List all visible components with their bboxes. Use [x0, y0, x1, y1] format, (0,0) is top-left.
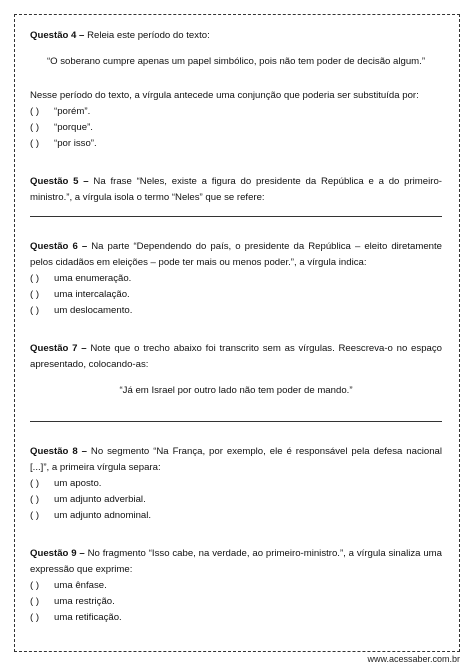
question-5-text: Na frase “Neles, existe a figura do presidente da República e a do primeiro-ministro.”, a vírgula isola o termo “Neles” que se refere: [30, 176, 442, 203]
question-4-option[interactable] [30, 120, 442, 136]
option-label: um adjunto adverbial. [54, 494, 146, 505]
question-6-title: Questão 6 – [30, 241, 88, 252]
question-7-text: Note que o trecho abaixo foi transcrito sem as vírgulas. Reescreva-o no espaço apresentado, colocando-as: [30, 343, 442, 370]
question-4-option[interactable] [30, 104, 442, 120]
option-marker: ( ) [30, 122, 40, 133]
question-8 [30, 444, 442, 476]
footer-url[interactable]: www.acessaber.com.br [367, 654, 460, 664]
question-5-title: Questão 5 – [30, 176, 89, 187]
option-label: um deslocamento. [54, 305, 133, 316]
question-9-title: Questão 9 – [30, 548, 85, 559]
question-8-text: No segmento “Na França, por exemplo, ele é responsável pela defesa nacional [...]”, a primeira vírgula separa: [30, 446, 443, 473]
question-9-text: No fragmento “Isso cabe, na verdade, ao primeiro-ministro.”, a vírgula sinaliza uma expressão que exprime: [30, 548, 442, 575]
question-6-text: Na parte “Dependendo do país, o presidente da República – eleito diretamente pelos cidadãos em eleições – pode ter mais ou menos poder.”, a vírgula indica: [30, 241, 442, 268]
question-4-text: Releia este período do texto: [87, 30, 210, 41]
option-marker: ( ) [30, 138, 40, 149]
question-5 [30, 174, 442, 206]
question-4-title: Questão 4 – [30, 30, 85, 41]
question-9-option[interactable] [30, 610, 442, 626]
question-8-option[interactable] [30, 508, 442, 524]
question-8-option[interactable] [30, 476, 442, 492]
question-6 [30, 239, 442, 271]
option-marker: ( ) [30, 106, 40, 117]
option-label: uma intercalação. [54, 289, 130, 300]
option-label: uma retificação. [54, 612, 122, 623]
option-marker: ( ) [30, 510, 40, 521]
question-9-option[interactable] [30, 578, 442, 594]
option-marker: ( ) [30, 289, 40, 300]
question-4-prompt: Nesse período do texto, a vírgula antecede uma conjunção que poderia ser substituída por: [30, 90, 419, 101]
option-marker: ( ) [30, 494, 40, 505]
question-8-option[interactable] [30, 492, 442, 508]
question-8-title: Questão 8 – [30, 446, 87, 457]
option-marker: ( ) [30, 273, 40, 284]
option-marker: ( ) [30, 612, 40, 623]
option-label: “porque”. [54, 122, 93, 133]
question-6-option[interactable] [30, 271, 442, 287]
question-9-option[interactable] [30, 594, 442, 610]
question-6-option[interactable] [30, 287, 442, 303]
option-label: uma restrição. [54, 596, 115, 607]
question-7-title: Questão 7 – [30, 343, 87, 354]
question-4 [30, 28, 442, 44]
question-7 [30, 341, 442, 373]
question-9 [30, 546, 442, 578]
option-marker: ( ) [30, 596, 40, 607]
option-marker: ( ) [30, 305, 40, 316]
question-6-option[interactable] [30, 303, 442, 319]
option-marker: ( ) [30, 580, 40, 591]
question-7-quote: “Já em Israel por outro lado não tem poder de mando.” [119, 385, 353, 396]
option-label: um adjunto adnominal. [54, 510, 152, 521]
option-label: uma enumeração. [54, 273, 132, 284]
option-label: uma ênfase. [54, 580, 107, 591]
question-4-quote: “O soberano cumpre apenas um papel simbólico, pois não tem poder de decisão algum.” [46, 56, 426, 67]
worksheet-content [30, 28, 442, 626]
option-label: “por isso”. [54, 138, 97, 149]
question-4-option[interactable] [30, 136, 442, 152]
option-marker: ( ) [30, 478, 40, 489]
option-label: um aposto. [54, 478, 102, 489]
option-label: “porém”. [54, 106, 91, 117]
